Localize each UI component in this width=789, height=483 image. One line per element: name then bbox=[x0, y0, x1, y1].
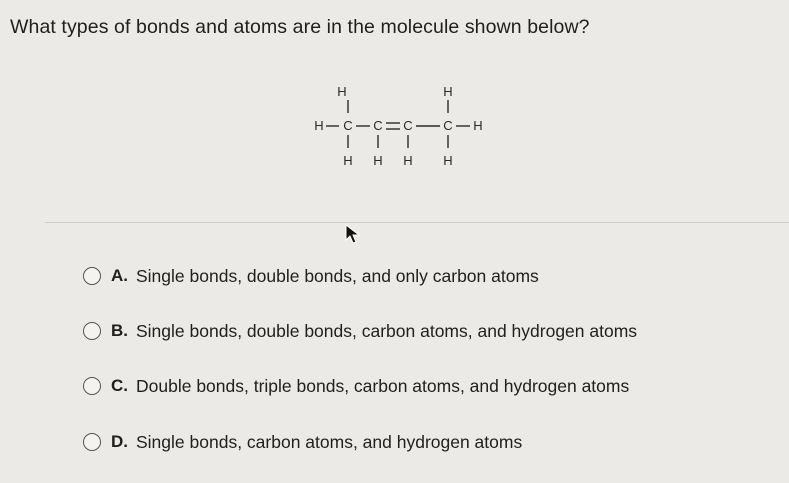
atom-h: H bbox=[443, 84, 453, 99]
answer-option-b[interactable] bbox=[83, 318, 637, 344]
atom-h: H bbox=[337, 84, 347, 99]
radio-button[interactable] bbox=[83, 322, 101, 340]
molecule-structure bbox=[290, 72, 520, 192]
atom-h: H bbox=[314, 118, 324, 133]
option-text: Single bonds, double bonds, carbon atoms, and hydrogen atoms bbox=[136, 320, 638, 341]
radio-button[interactable] bbox=[83, 267, 101, 285]
atom-h: H bbox=[373, 153, 383, 168]
radio-button[interactable] bbox=[83, 433, 101, 451]
atom-c: C bbox=[403, 118, 413, 133]
option-text: Double bonds, triple bonds, carbon atoms, and hydrogen atoms bbox=[136, 375, 630, 396]
option-letter: D. bbox=[111, 432, 128, 451]
answer-option-a[interactable] bbox=[83, 263, 539, 289]
atom-h: H bbox=[443, 153, 453, 168]
atom-c: C bbox=[373, 118, 383, 133]
mouse-cursor-icon bbox=[345, 224, 361, 249]
section-divider bbox=[45, 222, 789, 223]
option-letter: A. bbox=[111, 266, 128, 285]
radio-button[interactable] bbox=[83, 377, 101, 395]
option-text: Single bonds, carbon atoms, and hydrogen atoms bbox=[136, 431, 523, 452]
atom-c: C bbox=[343, 118, 353, 133]
atom-c: C bbox=[443, 118, 453, 133]
question-text: What types of bonds and atoms are in the molecule shown below? bbox=[10, 16, 590, 38]
atom-h: H bbox=[343, 153, 353, 168]
option-text: Single bonds, double bonds, and only carbon atoms bbox=[136, 265, 539, 286]
option-letter: C. bbox=[111, 376, 128, 395]
atom-h: H bbox=[473, 118, 483, 133]
answer-option-c[interactable] bbox=[83, 373, 629, 399]
answer-option-d[interactable] bbox=[83, 429, 522, 455]
option-letter: B. bbox=[111, 321, 128, 340]
atom-h: H bbox=[403, 153, 413, 168]
